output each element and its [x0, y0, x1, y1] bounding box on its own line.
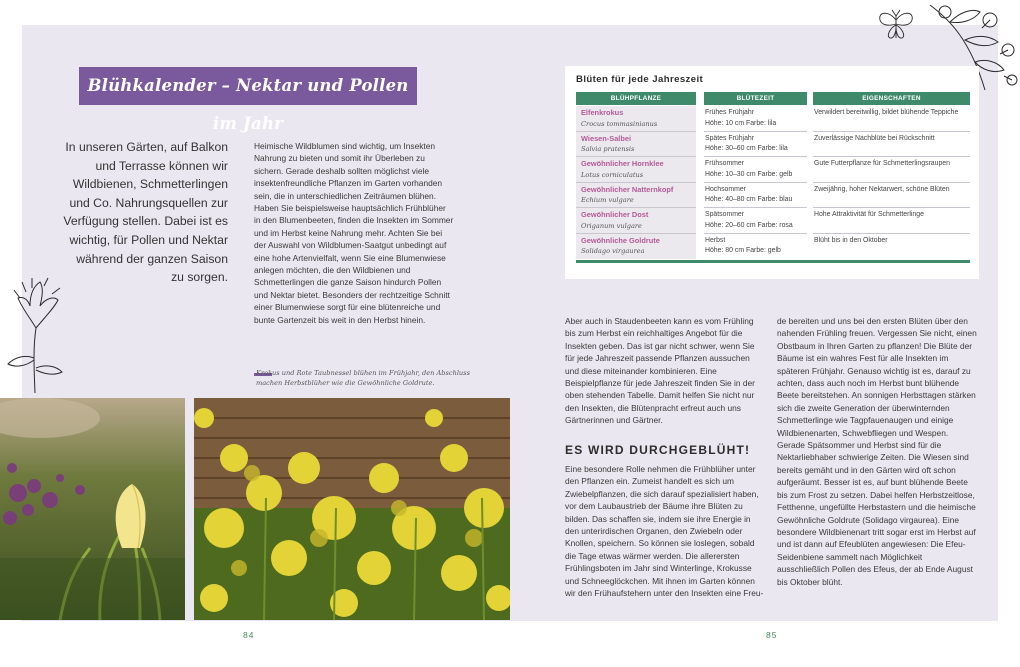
plant-name: Elfenkrokus — [581, 108, 624, 117]
bloom-table — [565, 66, 979, 279]
bloom-time: Frühsommer — [705, 160, 745, 167]
plant-name: Gewöhnlicher Dost — [581, 210, 649, 219]
plant-name: Gewöhnlicher Natternkopf — [581, 184, 674, 194]
table-row — [576, 208, 970, 234]
body-text-column-3: Eine besondere Rolle nehmen die Frühblüher unter den Pflanzen ein. Zumeist handelt es sich um Zwiebelpflanzen, die sich darauf spezialisiert haben, vor dem Laubaustrieb der Bäume ihre Blüten zu bilden. Das schaffen sie, indem sie ihre Energie in den unterirdischen Organen, den Zwiebeln oder Knollen, speichern. So können sie loslegen, sobald die Tage etwas wärmer werden. Die allerersten Frühlingsboten im Jahr sind Winterlinge, Krokusse und Schneeglöckchen. Mit ihnen im Garten können wir den Frühaufstehern unter den Insekten eine Freu- — [565, 464, 764, 599]
crocus-photo — [0, 398, 185, 620]
body-text-column-1: Heimische Wildblumen sind wichtig, um Insekten Nahrung zu bieten und somit ihr Überleben zu sichern. Gerade deshalb sollten möglichst viele insektenfreundliche Pflanzen im Garten vorhanden sein, die in unterschiedlichen Zeiträumen blühen. Haben Sie beispielsweise hauptsächlich Frühblüher in den Blumenbeeten, finden die Insekten im Sommer und im Herbst keine Nahrung mehr. Achten Sie bei der Auswahl von Wildblumen-Saatgut unbedingt auf eine hohe Artenvielfalt, wenn Sie eine Blumenwiese anlegen möchten, die den Wildbienen und Schmetterlingen die ganze Saison hindurch Pollen und Nektar bietet. Besonders der rechtzeitige Schnitt einer Blumenwiese sorgt für eine blütenreiche und bunte Gartenzeit bis weit in den Herbst hinein. — [254, 141, 454, 325]
plant-details: Höhe: 10–30 cm Farbe: gelb — [705, 170, 793, 178]
plant-name: Gewöhnliche Goldrute — [581, 235, 660, 245]
goldenrod-photo — [194, 398, 510, 620]
clover-drawing-icon — [0, 268, 75, 398]
plant-latin-name: Solidago virgaurea — [581, 247, 645, 255]
bloom-time: Spätsommer — [705, 211, 745, 218]
plant-latin-name: Echium vulgare — [581, 196, 634, 204]
butterfly-drawing-icon — [876, 8, 916, 44]
intro-text: In unseren Gärten, auf Balkon und Terrasse können wir Wildbienen, Schmetterlingen und Co. Nahrungsquellen zur Verfügung stellen. Dabei ist es wichtig, für Pollen und Nektar während der ganzen Saison zu sorgen. — [63, 140, 228, 285]
table-row — [576, 234, 970, 260]
plant-details: Höhe: 30–60 cm Farbe: lila — [705, 145, 788, 153]
photo-caption: Krokus und Rote Taubnessel blühen im Frühjahr, den Abschluss machen Herbstblüher wie die Gewöhnliche Goldrute. — [256, 369, 470, 387]
table-header-properties: EIGENSCHAFTEN — [813, 92, 970, 105]
table-header-time: BLÜTEZEIT — [704, 92, 807, 105]
body-text-column-2: Aber auch in Staudenbeeten kann es vom Frühling bis zum Herbst ein reichhaltiges Angebot für die Insekten geben. Das ist gar nicht schwer, wenn Sie für jede Jahreszeit passende Pflanzen aussuchen und diese miteinander kombinieren. Eine Beispielpflanze für jede Jahreszeit finden Sie in der oben stehenden Tabelle. Damit helfen Sie nicht nur den Insekten, die Blütenpracht erfreut auch uns Gärtnerinnen und Gärtner. — [565, 316, 755, 426]
plant-latin-name: Crocus tommasinianus — [581, 119, 658, 128]
plant-name: Gewöhnlicher Hornklee — [581, 159, 664, 168]
plant-properties: Zweijährig, hoher Nektarwert, schöne Blüten — [814, 185, 950, 193]
bloom-time: Herbst — [705, 236, 726, 244]
table-bottom-rule — [576, 260, 970, 263]
plant-details: Höhe: 80 cm Farbe: gelb — [705, 247, 781, 255]
plant-properties: Blüht bis in den Oktober — [814, 236, 888, 244]
body-text-column-4: de bereiten und uns bei den ersten Blüten über den nahenden Frühling freuen. Vergessen Sie nicht, einen Obstbaum in Ihren Garten zu pflanzen! Die Blüte der Bäume ist ein wahres Fest für alle Insekten im späteren Frühjahr. Genauso wichtig ist es, darauf zu achten, dass auch noch im Herbst bunt blühende Beete bereitstehen. An sonnigen Herbsttagen stärken sich die zweite Generation der überwinternden Schmetterlinge wie Tagpfauenaugen und einige Wildbienenarten, Schwebfliegen und Wespen. Gerade Spätsommer und Herbst sind für die Nektarliebhaber schwierige Zeiten. Die Wiesen sind bereits gemäht und in den Gärten wird oft schon aufgeräumt. Besser ist es, auf bunt blühende Beete bis zum Frost zu setzen. Dabei helfen Herbstzeitlose, Fetthenne, ungefüllte Herbstastern und die heimische Gewöhnliche Goldrute (Solidago virgaurea). Eine besondere Wildbienenart tritt sogar erst im Herbst auf und ist dann auf Efeublüten angewiesen: Die Efeu-Seidenbiene sammelt nach Möglichkeit ausschließlich Pollen des Efeus, der ab Ende August bis Oktober blüht. — [777, 316, 977, 587]
plant-details: Höhe: 40–80 cm Farbe: blau — [705, 196, 793, 204]
page-title: Blühkalender – Nektar und Pollen im Jahr — [79, 67, 417, 105]
plant-latin-name: Lotus corniculatus — [581, 170, 644, 179]
plant-properties: Zuverlässige Nachblüte bei Rückschnitt — [814, 134, 935, 142]
bloom-time: Spätes Frühjahr — [705, 134, 755, 142]
plant-properties: Verwildert bereitwillig, bildet blühende Teppiche — [814, 109, 959, 116]
table-row — [576, 157, 970, 183]
table-row — [576, 183, 970, 209]
page-number-right: 85 — [766, 630, 778, 640]
plant-properties: Gute Futterpflanze für Schmetterlingsraupen — [814, 160, 950, 167]
plant-latin-name: Origanum vulgare — [581, 221, 642, 230]
plant-details: Höhe: 20–60 cm Farbe: rosa — [705, 221, 793, 229]
section-heading: ES WIRD DURCHGEBLÜHT! — [565, 443, 751, 457]
plant-details: Höhe: 10 cm Farbe: lila — [705, 119, 777, 127]
table-title: Blüten für jede Jahreszeit — [576, 74, 704, 85]
bloom-time: Frühes Frühjahr — [705, 109, 755, 116]
table-row — [576, 132, 970, 158]
bloom-time: Hochsommer — [705, 185, 746, 193]
plant-name: Wiesen-Salbei — [581, 133, 632, 143]
page-number-left: 84 — [243, 630, 255, 640]
table-header-plant: BLÜHPFLANZE — [576, 92, 696, 105]
plant-properties: Hohe Attraktivität für Schmetterlinge — [814, 211, 924, 218]
table-row — [576, 106, 970, 132]
plant-latin-name: Salvia pratensis — [581, 145, 635, 153]
